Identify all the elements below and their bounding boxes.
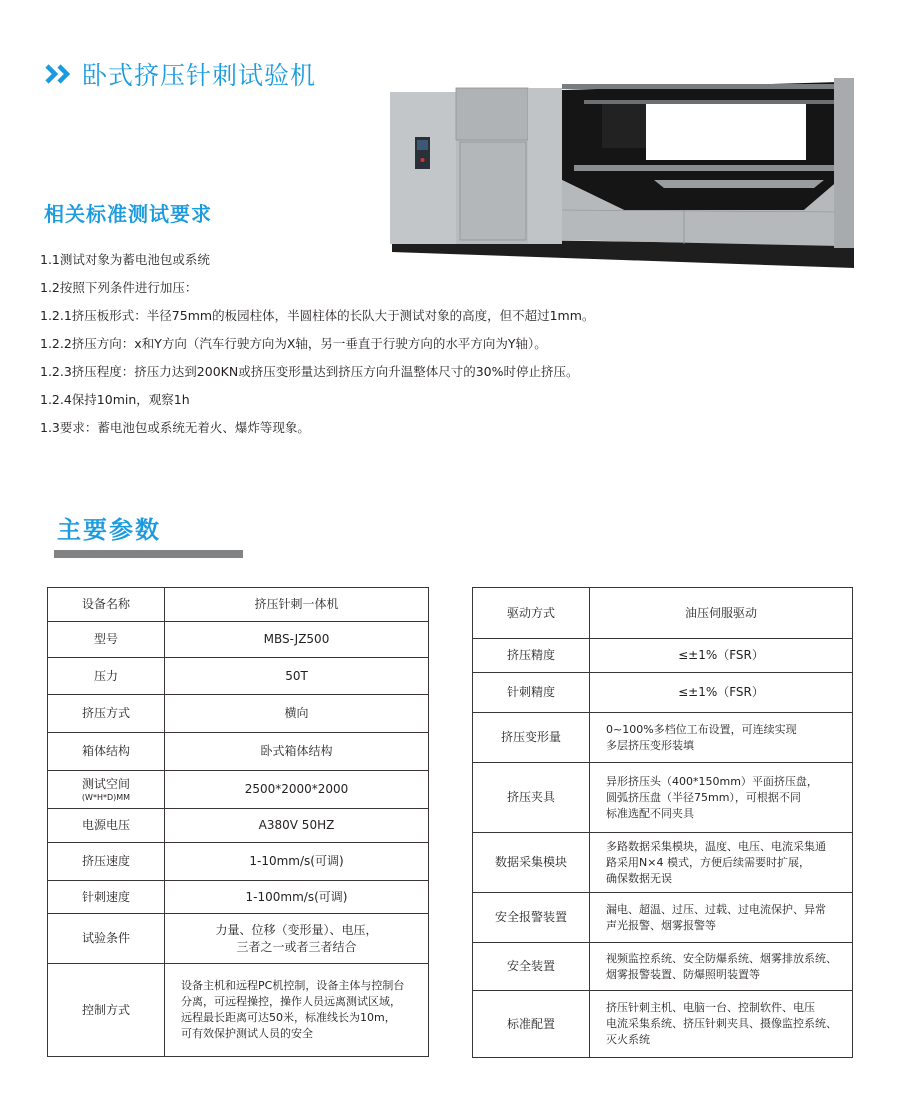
param-value: 1-100mm/s(可调) — [165, 881, 429, 914]
value-line: 灭火系统 — [606, 1033, 650, 1046]
param-value — [590, 943, 853, 991]
table-row — [473, 639, 853, 673]
param-value — [165, 914, 429, 964]
table-row — [473, 833, 853, 893]
value-line: 漏电、超温、过压、过载、过电流保护、异常 — [606, 902, 826, 916]
table-row — [48, 843, 429, 881]
param-value: ≤±1%（FSR） — [590, 639, 853, 673]
param-value — [590, 991, 853, 1058]
page-header — [44, 56, 316, 92]
param-label: 针刺速度 — [48, 881, 165, 914]
params-title: 主要参数 — [57, 516, 161, 544]
table-row — [48, 695, 429, 733]
param-value: 油压伺服驱动 — [590, 588, 853, 639]
table-row — [48, 622, 429, 658]
param-label: 针刺精度 — [473, 673, 590, 713]
param-label-unit: (W*H*D)MM — [81, 793, 131, 802]
param-label: 数据采集模块 — [473, 833, 590, 893]
table-row — [473, 673, 853, 713]
param-value — [590, 833, 853, 893]
value-line: 多层挤压变形装填 — [606, 738, 694, 752]
param-label: 试验条件 — [48, 914, 165, 964]
param-label: 挤压速度 — [48, 843, 165, 881]
requirement-item: 1.2按照下列条件进行加压： — [40, 280, 198, 295]
value-line: 圆弧挤压盘（半径75mm），可根据不同 — [606, 790, 801, 804]
spec-table-right — [472, 587, 853, 1058]
param-value: 1-10mm/s(可调) — [165, 843, 429, 881]
param-value: 50T — [165, 658, 429, 695]
value-line: 设备主机和远程PC机控制，设备主体与控制台 — [181, 979, 405, 992]
spec-table-left — [47, 587, 429, 1057]
param-label: 标准配置 — [473, 991, 590, 1058]
param-value: 横向 — [165, 695, 429, 733]
table-row — [48, 658, 429, 695]
table-row — [48, 964, 429, 1057]
param-value: 2500*2000*2000 — [165, 771, 429, 809]
value-line: 声光报警、烟雾报警等 — [606, 918, 716, 932]
param-value: 挤压针刺一体机 — [165, 588, 429, 622]
param-label: 电源电压 — [48, 809, 165, 843]
param-label: 压力 — [48, 658, 165, 695]
param-label: 驱动方式 — [473, 588, 590, 639]
requirement-item: 1.2.3挤压程度：挤压力达到200KN或挤压变形量达到挤压方向升温整体尺寸的30%时停止挤压。 — [40, 364, 579, 379]
value-line: 异形挤压头（400*150mm）平面挤压盘， — [606, 774, 818, 788]
table-row — [48, 881, 429, 914]
param-label: 安全报警装置 — [473, 893, 590, 943]
table-row — [48, 771, 429, 809]
table-row — [473, 763, 853, 833]
page-title: 卧式挤压针刺试验机 — [82, 61, 317, 90]
table-row — [473, 713, 853, 763]
requirement-item: 1.1测试对象为蓄电池包或系统 — [40, 252, 210, 267]
table-row — [473, 991, 853, 1058]
value-line: 视频监控系统、安全防爆系统、烟雾排放系统、 — [606, 951, 837, 965]
double-chevron-right-icon — [44, 63, 74, 85]
param-label: 设备名称 — [48, 588, 165, 622]
value-line: 电流采集系统、挤压针刺夹具、摄像监控系统、 — [606, 1017, 837, 1030]
requirements-list — [40, 246, 594, 442]
param-label: 挤压变形量 — [473, 713, 590, 763]
value-line: 远程最长距离可达50米，标准线长为10m， — [181, 1011, 396, 1024]
param-label: 型号 — [48, 622, 165, 658]
param-label: 安全装置 — [473, 943, 590, 991]
requirement-item: 1.2.1挤压板形式：半径75mm的板园柱体，半圆柱体的长队大于测试对象的高度，但不超过1mm。 — [40, 308, 595, 323]
param-label: 挤压夹具 — [473, 763, 590, 833]
table-row — [473, 893, 853, 943]
value-line: 多路数据采集模块，温度、电压、电流采集通 — [606, 839, 826, 853]
param-value: ≤±1%（FSR） — [590, 673, 853, 713]
param-value: MBS-JZ500 — [165, 622, 429, 658]
table-row — [48, 733, 429, 771]
table-row — [473, 588, 853, 639]
value-line: 路采用N×4 模式，方便后续需要时扩展， — [606, 855, 810, 869]
value-line: 挤压针刺主机、电脑一台、控制软件、电压 — [606, 1001, 815, 1014]
param-value: 卧式箱体结构 — [165, 733, 429, 771]
param-value — [165, 964, 429, 1057]
value-line: 0~100%多档位工布设置，可连续实现 — [606, 722, 797, 736]
param-value: A380V 50HZ — [165, 809, 429, 843]
param-label: 挤压方式 — [48, 695, 165, 733]
section-divider — [54, 550, 243, 558]
value-line: 力量、位移（变形量）、电压， — [215, 922, 378, 937]
param-value — [590, 763, 853, 833]
value-line: 确保数据无误 — [606, 871, 672, 885]
table-row — [48, 914, 429, 964]
param-label-group — [48, 771, 165, 809]
product-image — [384, 70, 864, 270]
requirement-item: 1.2.4保持10min，观察1h — [40, 392, 190, 407]
value-line: 三者之一或者三者结合 — [236, 939, 357, 954]
param-label: 挤压精度 — [473, 639, 590, 673]
requirement-item: 1.3要求：蓄电池包或系统无着火、爆炸等现象。 — [40, 420, 310, 435]
table-row — [48, 588, 429, 622]
requirement-item: 1.2.2挤压方向：x和Y方向（汽车行驶方向为X轴，另一垂直于行驶方向的水平方向为Y轴）。 — [40, 336, 547, 351]
table-row — [473, 943, 853, 991]
param-label: 控制方式 — [48, 964, 165, 1057]
param-label: 测试空间 — [81, 777, 130, 791]
value-line: 烟雾报警装置、防爆照明装置等 — [606, 967, 760, 981]
param-value — [590, 713, 853, 763]
param-label: 箱体结构 — [48, 733, 165, 771]
requirements-title: 相关标准测试要求 — [44, 202, 212, 226]
value-line: 分离，可远程操控，操作人员远离测试区域， — [181, 995, 401, 1008]
param-value — [590, 893, 853, 943]
value-line: 标准选配不同夹具 — [606, 806, 694, 820]
table-row — [48, 809, 429, 843]
value-line: 可有效保护测试人员的安全 — [181, 1027, 313, 1040]
